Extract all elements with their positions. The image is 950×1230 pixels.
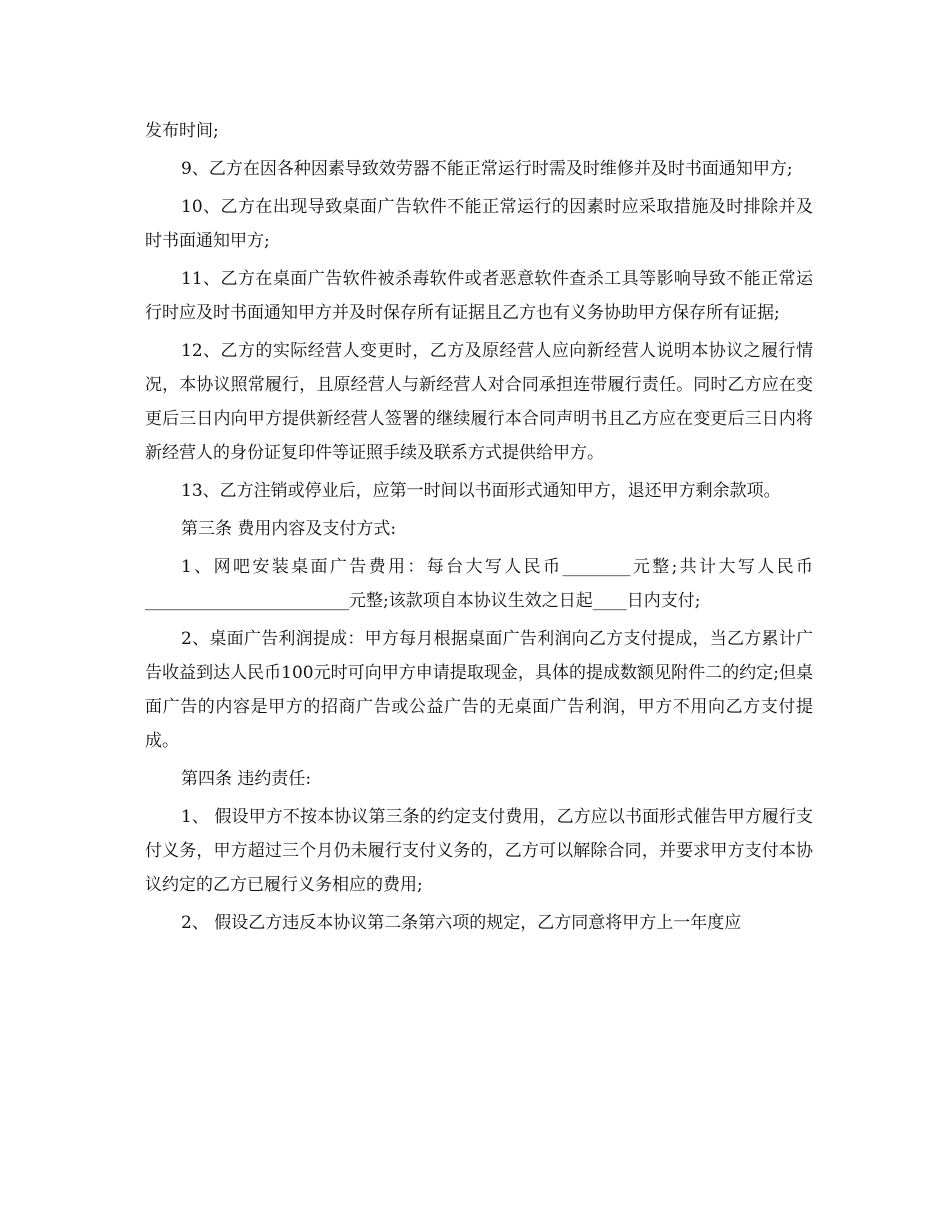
paragraph-clause-10: 10、乙方在出现导致桌面广告软件不能正常运行的因素时应采取措施及时排除并及时书面通知甲方;	[145, 197, 813, 251]
paragraph-breach-2: 2、 假设乙方违反本协议第二条第六项的规定，乙方同意将甲方上一年度应	[181, 913, 742, 933]
section-heading-article-3: 第三条 费用内容及支付方式:	[181, 519, 397, 539]
section-heading-article-4: 第四条 违约责任:	[181, 769, 312, 789]
paragraph-fee-2: 2、桌面广告利润提成：甲方每月根据桌面广告利润向乙方支付提成，当乙方累计广告收益到达人民币100元时可向甲方申请提取现金，具体的提成数额见附件二的约定;但桌面广告的内容是甲方的招商广告或公益广告的无桌面广告利润，甲方不用向乙方支付提成。	[145, 629, 813, 751]
document-body	[145, 114, 813, 944]
paragraph-clause-12: 12、乙方的实际经营人变更时，乙方及原经营人应向新经营人说明本协议之履行情况，本协议照常履行，且原经营人与新经营人对合同承担连带履行责任。同时乙方应在变更后三日内向甲方提供新经营人签署的继续履行本合同声明书且乙方应在变更后三日内将新经营人的身份证复印件等证照手续及联系方式提供给甲方。	[145, 341, 813, 463]
paragraph-clause-13: 13、乙方注销或停业后，应第一时间以书面形式通知甲方，退还甲方剩余款项。	[181, 481, 781, 501]
paragraph-fee-1: 1、网吧安装桌面广告费用：每台大写人民币________元整;共计大写人民币________________________元整;该款项自本协议生效之日起____日内支付;	[145, 557, 813, 611]
paragraph-breach-1: 1、 假设甲方不按本协议第三条的约定支付费用，乙方应以书面形式催告甲方履行支付义务，甲方超过三个月仍未履行支付义务的，乙方可以解除合同，并要求甲方支付本协议约定的乙方已履行义务相应的费用;	[145, 807, 813, 895]
paragraph-continuation: 发布时间;	[145, 121, 219, 141]
paragraph-clause-11: 11、乙方在桌面广告软件被杀毒软件或者恶意软件查杀工具等影响导致不能正常运行时应及时书面通知甲方并及时保存所有证据且乙方也有义务协助甲方保存所有证据;	[145, 269, 813, 323]
paragraph-clause-9: 9、乙方在因各种因素导致效劳器不能正常运行时需及时维修并及时书面通知甲方;	[181, 159, 793, 179]
